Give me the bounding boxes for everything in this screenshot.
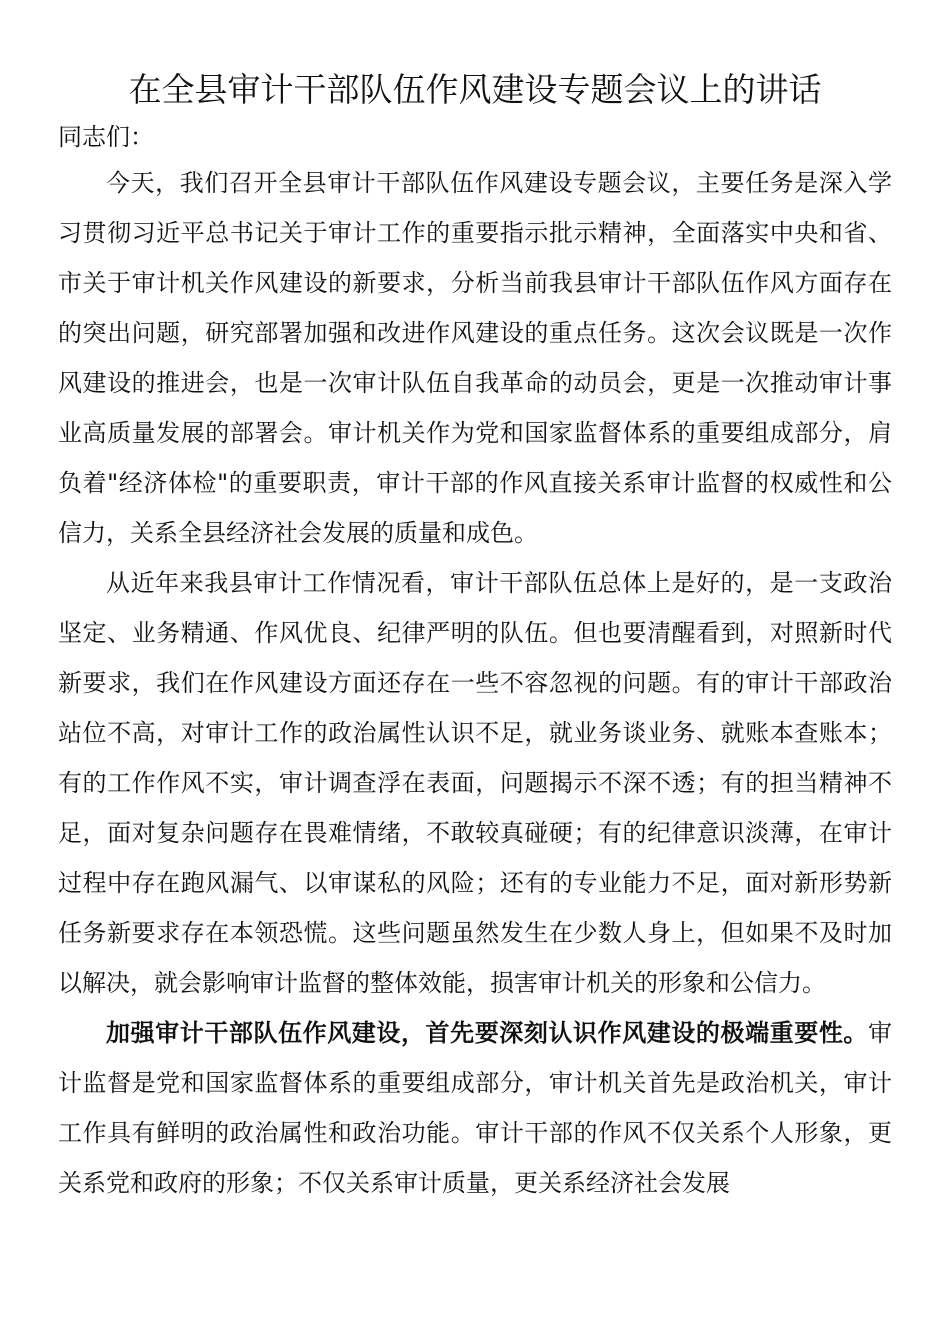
paragraph-1: [58, 158, 892, 558]
paragraph-2: [58, 558, 892, 1008]
salutation: 同志们：: [58, 123, 154, 151]
paragraph-3: [58, 1008, 892, 1208]
document-title: 在全县审计干部队伍作风建设专题会议上的讲话: [128, 70, 822, 109]
paragraph-text: 今天，我们召开全县审计干部队伍作风建设专题会议，主要任务是深入学习贯彻习近平总书记关于审计工作的重要指示批示精神，全面落实中央和省、市关于审计机关作风建设的新要求，分析当前我县审计干部队伍作风方面存在的突出问题，研究部署加强和改进作风建设的重点任务。这次会议既是一次作风建设的推进会，也是一次审计队伍自我革命的动员会，更是一次推动审计事业高质量发展的部署会。审计机关作为党和国家监督体系的重要组成部分，肩负着"经济体检"的重要职责，审计干部的作风直接关系审计监督的权威性和公信力，关系全县经济社会发展的质量和成色。: [58, 169, 892, 547]
paragraph-text: 审计监督是党和国家监督体系的重要组成部分，审计机关首先是政治机关，审计工作具有鲜明的政治属性和政治功能。审计干部的作风不仅关系个人形象，更关系党和政府的形象；不仅关系审计质量，更关系经济社会发展: [58, 1019, 892, 1197]
paragraph-lead-sentence: 加强审计干部队伍作风建设，首先要深刻认识作风建设的极端重要性。: [106, 1019, 868, 1047]
paragraph-text: 从近年来我县审计工作情况看，审计干部队伍总体上是好的，是一支政治坚定、业务精通、作风优良、纪律严明的队伍。但也要清醒看到，对照新时代新要求，我们在作风建设方面还存在一些不容忽视的问题。有的审计干部政治站位不高，对审计工作的政治属性认识不足，就业务谈业务、就账本查账本；有的工作作风不实，审计调查浮在表面，问题揭示不深不透；有的担当精神不足，面对复杂问题存在畏难情绪，不敢较真碰硬；有的纪律意识淡薄，在审计过程中存在跑风漏气、以审谋私的风险；还有的专业能力不足，面对新形势新任务新要求存在本领恐慌。这些问题虽然发生在少数人身上，但如果不及时加以解决，就会影响审计监督的整体效能，损害审计机关的形象和公信力。: [58, 569, 892, 997]
